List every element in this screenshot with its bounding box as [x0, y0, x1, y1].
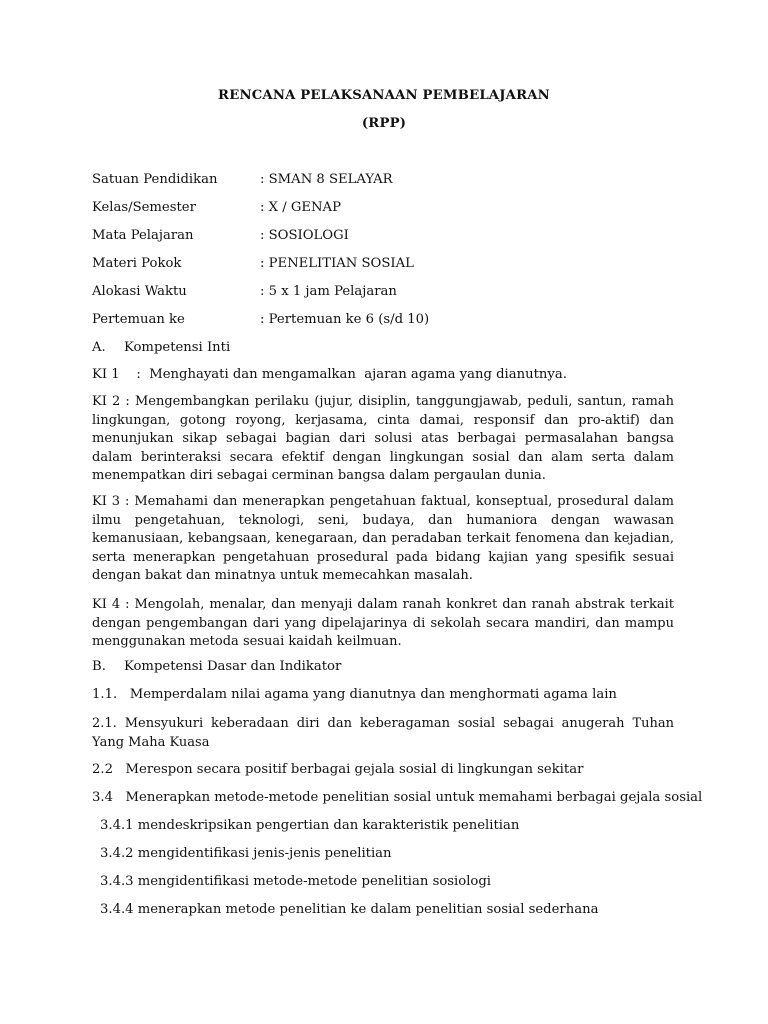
- ki-3: KI 3 : Memahami dan menerapkan pengetahuan faktual, konseptual, prosedural dalam ilmu pengetahuan, teknologi, seni, budaya, dan humaniora dengan wawasan kemanusiaan, kebangsaan, kenegaraan, dan peradaban terkait fenomena dan kejadian, serta menerapkan pengetahuan prosedural pada bidang kajian yang spesifik sesuai dengan bakat dan minatnya untuk memecahkan masalah.: [92, 494, 674, 583]
- kd-2-1: 2.1. Mensyukuri keberadaan diri dan keberagaman sosial sebagai anugerah Tuhan Yang Maha Kuasa: [92, 716, 674, 750]
- section-heading-b: [92, 659, 341, 674]
- meta-value: : SMAN 8 SELAYAR: [260, 172, 393, 187]
- meta-value: : PENELITIAN SOSIAL: [260, 256, 414, 271]
- ki-1: KI 1 : Menghayati dan mengamalkan ajaran agama yang dianutnya.: [92, 367, 567, 382]
- meta-row-alokasi: [92, 284, 692, 302]
- ki-2: KI 2 : Mengembangkan perilaku (jujur, disiplin, tanggungjawab, peduli, santun, ramah lingkungan, gotong royong, kerjasama, cinta damai, responsif dan pro-aktif) dan menunjukan sikap sebagai bagian dari solusi atas berbagai permasalahan bangsa dalam berinteraksi secara efektif dengan lingkungan sosial dan alam serta dalam menempatkan diri sebagai cerminan bangsa dalam pergaulan dunia.: [92, 394, 674, 483]
- meta-value: : SOSIOLOGI: [260, 228, 349, 243]
- meta-label: Mata Pelajaran: [92, 228, 194, 243]
- document-subtitle: (RPP): [361, 116, 407, 131]
- indikator-item: 3.4.1 mendeskripsikan pengertian dan karakteristik penelitian: [100, 818, 520, 833]
- kd-1-1: 1.1. Memperdalam nilai agama yang dianutnya dan menghormati agama lain: [92, 687, 617, 702]
- meta-label: Materi Pokok: [92, 256, 182, 271]
- meta-row-pertemuan: [92, 312, 692, 330]
- kd-2-2: 2.2 Merespon secara positif berbagai gejala sosial di lingkungan sekitar: [92, 762, 584, 777]
- kd-3-4: 3.4 Menerapkan metode-metode penelitian sosial untuk memahami berbagai gejala sosial: [92, 790, 703, 805]
- meta-row-satuan: [92, 172, 692, 190]
- section-title: Kompetensi Inti: [124, 340, 231, 355]
- document-title: RENCANA PELAKSANAAN PEMBELAJARAN: [218, 88, 550, 103]
- meta-row-kelas: [92, 200, 692, 218]
- indikator-item: 3.4.2 mengidentifikasi jenis-jenis penelitian: [100, 846, 392, 861]
- indikator-item: 3.4.4 menerapkan metode penelitian ke dalam penelitian sosial sederhana: [100, 902, 599, 917]
- section-title: Kompetensi Dasar dan Indikator: [124, 659, 342, 674]
- section-number: A.: [92, 340, 106, 355]
- meta-value: : 5 x 1 jam Pelajaran: [260, 284, 397, 299]
- meta-row-mapel: [92, 228, 692, 246]
- meta-value: : X / GENAP: [260, 200, 341, 215]
- indikator-item: 3.4.3 mengidentifikasi metode-metode penelitian sosiologi: [100, 874, 492, 889]
- section-heading-a: [92, 340, 230, 355]
- meta-row-materi: [92, 256, 692, 274]
- meta-label: Pertemuan ke: [92, 312, 185, 327]
- meta-value: : Pertemuan ke 6 (s/d 10): [260, 312, 430, 327]
- meta-label: Alokasi Waktu: [92, 284, 187, 299]
- meta-label: Kelas/Semester: [92, 200, 196, 215]
- meta-label: Satuan Pendidikan: [92, 172, 218, 187]
- ki-4: KI 4 : Mengolah, menalar, dan menyaji dalam ranah konkret dan ranah abstrak terkait dengan pengembangan dari yang dipelajarinya di sekolah secara mandiri, dan mampu menggunakan metoda sesuai kaidah keilmuan.: [92, 597, 674, 649]
- section-number: B.: [92, 659, 106, 674]
